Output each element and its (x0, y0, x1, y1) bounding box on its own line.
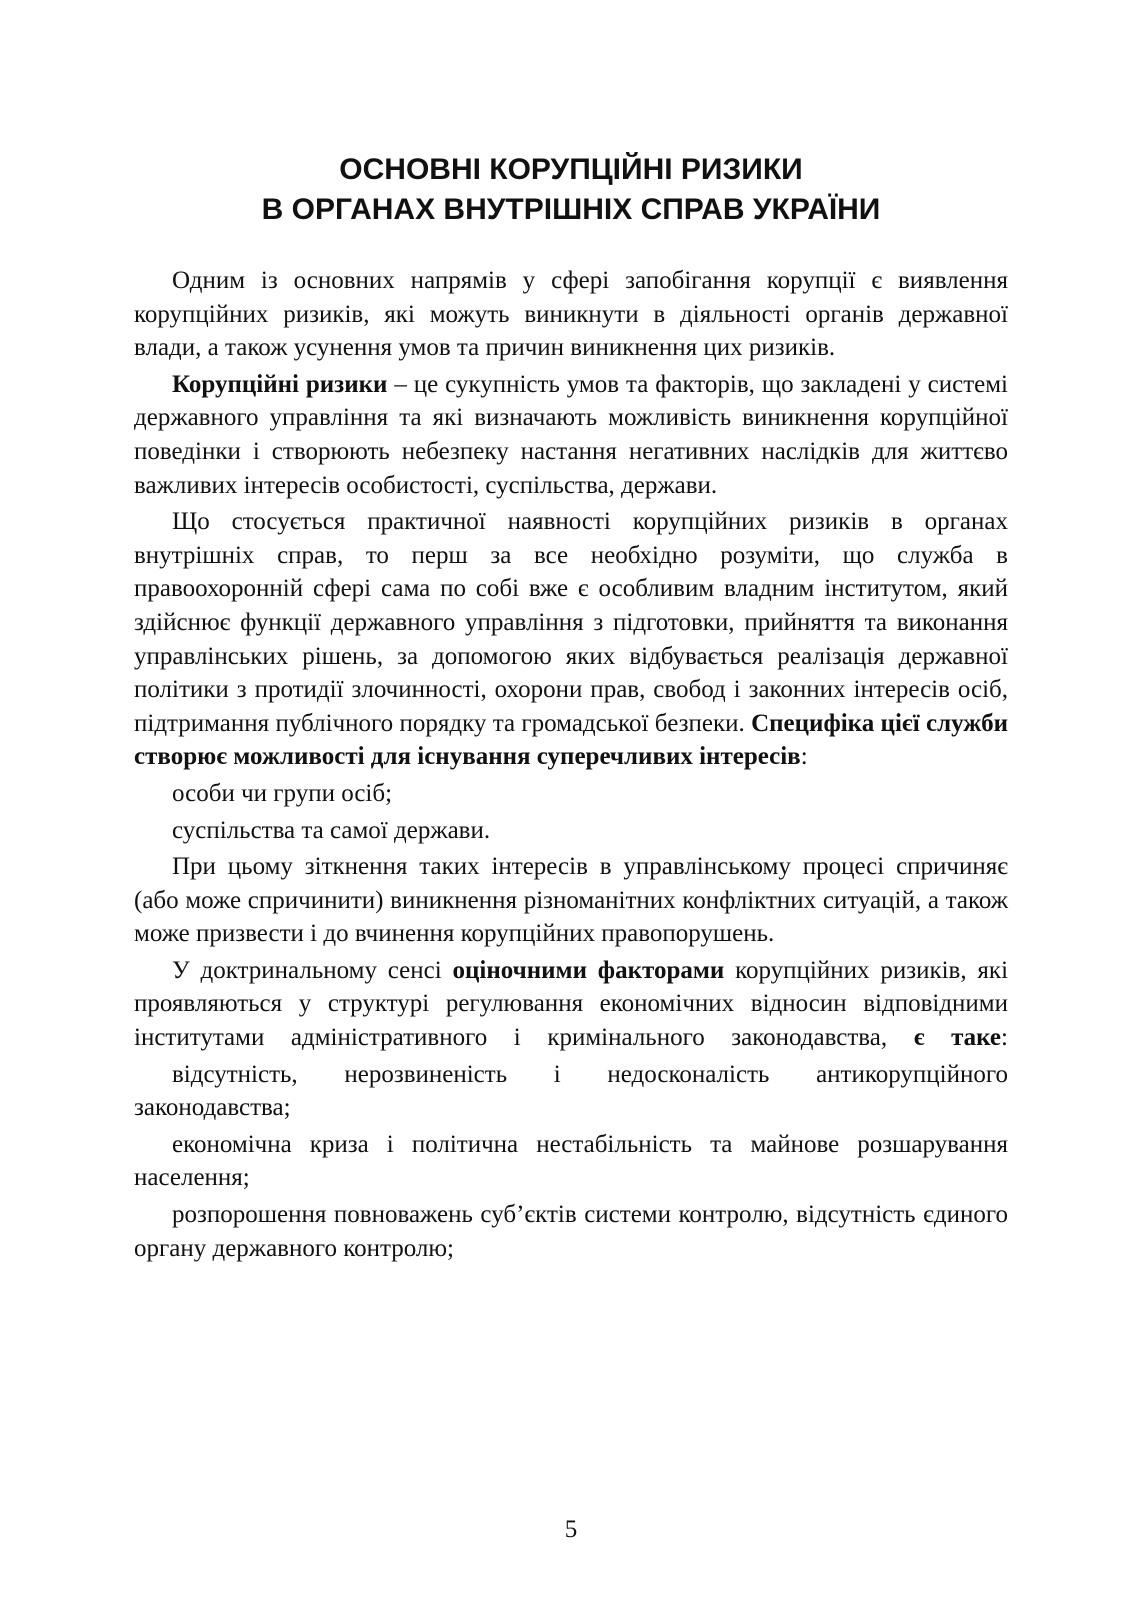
is-the-following-bold: є таке (913, 1024, 1002, 1052)
specifics-bold-text: Специфіка цієї служби створює можливості для існування суперечливих інтересів (134, 709, 1008, 771)
definition-text: – це сукупність умов та факторів, що закладені у системі державного управління та які визначають можливість виникнення корупційної поведінки і створюють небезпеку настання негативних наслідків для життєво важливих інтересів особистості, суспільства, держави. (134, 370, 1008, 499)
factor-item: відсутність, нерозвиненість і недосконалість антикорупційного законодавства; (134, 1060, 1008, 1122)
colon: : (800, 743, 808, 771)
colon: : (1001, 1024, 1008, 1052)
title-line-2: В ОРГАНАХ ВНУТРІШНІХ СПРАВ УКРАЇНИ (261, 193, 881, 226)
page-title (120, 150, 1022, 230)
title-line-1: ОСНОВНІ КОРУПЦІЙНІ РИЗИКИ (339, 153, 803, 186)
factors-mid-text: корупційних ризиків, які проявляються у структурі регулювання економічних відносин відповідними інститутами адміністративного і кримінального законодавства, (134, 956, 1009, 1052)
paragraph-definition (134, 368, 1008, 502)
factors-intro-text: У доктринальному сенсі (172, 956, 453, 984)
paragraph-internal-affairs (134, 505, 1008, 774)
factor-item: розпорошення повноважень суб’єктів системи контролю, відсутність єдиного органу державного контролю; (134, 1201, 1008, 1262)
page-number: 5 (564, 1516, 578, 1543)
factor-item: економічна криза і політична нестабільність та майнове розшарування населення; (134, 1130, 1008, 1192)
list-item: особи чи групи осіб; (172, 779, 393, 807)
list-item: суспільства та самої держави. (172, 816, 491, 844)
term-corruption-risks: Корупційні ризики (172, 370, 388, 398)
internal-affairs-text: Що стосується практичної наявності корупційних ризиків в органах внутрішніх справ, то перш за все необхідно розуміти, що служба в правоохоронній сфері сама по собі вже є особливим владним інститутом, який здійснює функції державного управління з підготовки, прийняття та виконання управлінських рішень, за допомогою яких відбувається реалізація державної політики з протидії злочинності, охорони прав, свобод і законних інтересів осіб, підтримання публічного порядку та громадської безпеки. (134, 508, 1008, 737)
evaluation-factors-bold: оціночними факторами (452, 956, 725, 984)
document-body (134, 264, 1008, 1268)
paragraph-conflict: При цьому зіткнення таких інтересів в управлінському процесі спричиняє (або може спричинити) виникнення різноманітних конфліктних ситуацій, а також може призвести і до вчинення корупційних правопорушень. (134, 853, 1008, 948)
paragraph-factors (134, 954, 1008, 1055)
paragraph-intro: Одним із основних напрямів у сфері запобігання корупції є виявлення корупційних ризиків, які можуть виникнути в діяльності органів державної влади, а також усунення умов та причин виникнення цих ризиків. (134, 267, 1008, 362)
